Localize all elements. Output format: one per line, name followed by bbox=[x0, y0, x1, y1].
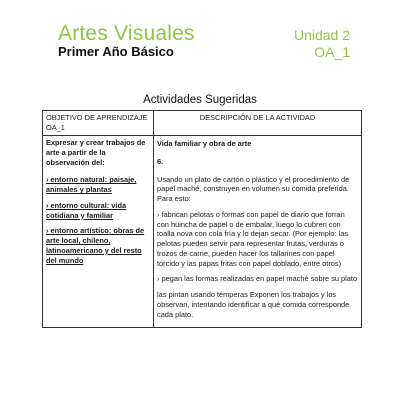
objective-intro: Expresar y crear trabajos de arte a partir de la observación del: bbox=[46, 138, 146, 167]
table-header-row bbox=[43, 111, 362, 136]
activity-cell bbox=[154, 136, 362, 328]
activity-number: 6. bbox=[157, 156, 164, 166]
activity-heading: Vida familiar y obra de arte bbox=[157, 139, 252, 148]
activity-column-header: DESCRIPCIÓN DE LA ACTIVIDAD bbox=[154, 111, 362, 136]
objective-cell bbox=[43, 136, 154, 328]
unit-label: Unidad 2 bbox=[293, 27, 350, 43]
activity-paragraph: › pegan las formas realizadas en papel maché sobre su plato bbox=[157, 274, 358, 284]
objective-column-header: OBJETIVO DE APRENDIZAJE OA_1 bbox=[43, 111, 154, 136]
page-subtitle: Primer Año Básico bbox=[58, 44, 174, 59]
objective-item-cultural: › entorno cultural: vida cotidiana y familiar bbox=[46, 200, 127, 220]
oa-label: OA_1 bbox=[314, 44, 350, 60]
activity-paragraph: Usando un plato de cartón o plástico y el procedimiento de papel maché, construyen en volumen su comida preferida. Para esto: bbox=[157, 174, 350, 204]
objective-item-artistic: › entorno artístico: obras de arte local, chileno, latinoamericano y del resto del mundo bbox=[46, 226, 145, 265]
activity-paragraph: › fabrican pelotas o formas con papel de diario que forran con huincha de papel o de embalar, luego lo cubren con toalla nova con cola fría y lo dejan secar. (Por ejemplo: las pelotas pueden servir para representar frutas, verduras o trozos de carne, pueden hacer los tallarines con papel torcido y las papas fritas con papel doblado, entre otros) bbox=[157, 209, 349, 268]
page-title: Artes Visuales bbox=[58, 22, 195, 45]
activity-paragraph: las pintan usando témperas Exponen los trabajos y los observan, intentando identificar a qué comida corresponde cada plato. bbox=[157, 290, 350, 319]
activities-table bbox=[42, 110, 362, 328]
table-row bbox=[43, 136, 362, 328]
section-title: Actividades Sugeridas bbox=[143, 94, 257, 106]
objective-item-natural: › entorno natural: paisaje, animales y plantas bbox=[46, 175, 137, 195]
